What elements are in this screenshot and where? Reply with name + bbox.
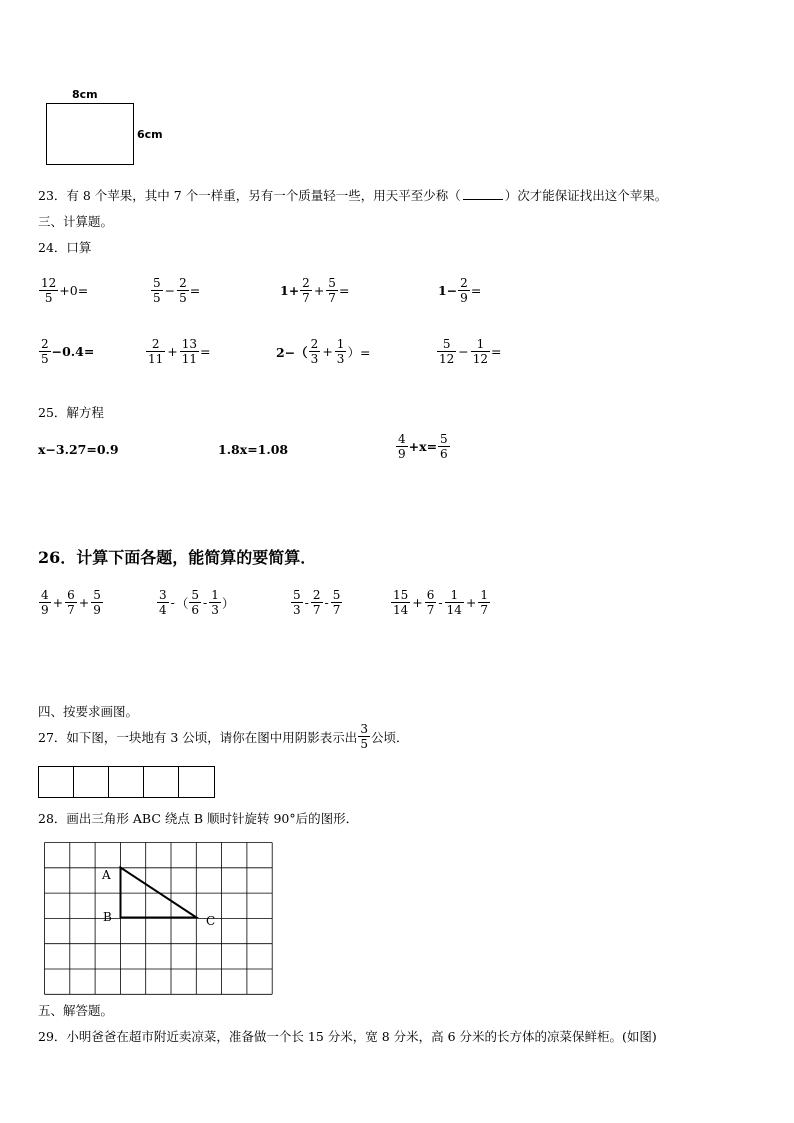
question-23 [38, 188, 667, 204]
section-3-heading: 三、计算题。 [38, 214, 114, 229]
fraction: $\frac{12}{5}$ [41, 276, 57, 305]
land-cell[interactable] [179, 767, 214, 797]
fraction: $\frac{2}{9}$ [460, 276, 468, 305]
q26-expr-3: $\frac{5}{3}$ - $\frac{2}{7}$ - $\frac{5}{7}$ [293, 588, 341, 617]
answer-blank[interactable] [463, 188, 503, 200]
fraction: $\frac{5}{5}$ [153, 276, 161, 305]
land-cell[interactable] [144, 767, 179, 797]
fraction: $\frac{4}{9}$ [41, 588, 49, 617]
q24-item-5: $\frac{2}{5}$ −0.4= [41, 337, 95, 366]
question-28-title: 28．画出三角形 ABC 绕点 B 顺时针旋转 90°后的图形． [38, 811, 359, 826]
section-5-heading: 五、解答题。 [38, 1003, 114, 1018]
fraction: $\frac{15}{14}$ [393, 588, 409, 617]
section-4-heading: 四、按要求画图。 [38, 704, 139, 719]
question-26-title: 26．计算下面各题，能简算的要简算． [38, 548, 317, 567]
fraction: $\frac{4}{9}$ [398, 432, 406, 461]
q26-expr-2: $\frac{3}{4}$ - （ $\frac{5}{6}$ - $\frac{1}{3}$ ） [159, 588, 235, 617]
q24-item-2: $\frac{5}{5}$ − $\frac{2}{5}$ = [153, 276, 201, 305]
fraction: $\frac{3}{4}$ [159, 588, 167, 617]
q26-expr-4: $\frac{15}{14}$ + $\frac{6}{7}$ - $\frac{1}{14}$ + $\frac{1}{7}$ [393, 588, 489, 617]
fraction: $\frac{6}{7}$ [426, 588, 435, 617]
fraction: $\frac{1}{3}$ [211, 588, 219, 617]
fraction: $\frac{13}{11}$ [181, 337, 198, 366]
fraction: $\frac{2}{5}$ [41, 337, 49, 366]
land-strip-grid[interactable] [38, 766, 215, 798]
fraction: $\frac{1}{3}$ [336, 337, 345, 366]
fraction: $\frac{1}{14}$ [446, 588, 462, 617]
fraction: $\frac{5}{3}$ [293, 588, 301, 617]
q26-expr-1: $\frac{4}{9}$ + $\frac{6}{7}$ + $\frac{5}{9}$ [41, 588, 101, 617]
equation-2: 1.8x=1.08 [218, 442, 289, 457]
equation-3: $\frac{4}{9}$ +x= $\frac{5}{6}$ [398, 432, 448, 461]
rotation-grid[interactable] [44, 842, 274, 998]
land-cell[interactable] [39, 767, 74, 797]
fraction: $\frac{2}{3}$ [310, 337, 319, 366]
fraction: $\frac{5}{7}$ [332, 588, 341, 617]
label-c: C [206, 914, 216, 928]
question-27: 27．如下图，一块地有 3 公顷，请你在图中用阴影表示出 $\frac{3}{5}$ 公顷． [38, 722, 409, 751]
fraction: $\frac{5}{12}$ [439, 337, 455, 366]
fraction: $\frac{2}{11}$ [148, 337, 164, 366]
land-cell[interactable] [74, 767, 109, 797]
fraction: $\frac{2}{7}$ [302, 276, 310, 305]
fraction: $\frac{2}{5}$ [179, 276, 187, 305]
fraction: $\frac{2}{7}$ [312, 588, 321, 617]
label-b: B [103, 910, 112, 924]
rectangle-figure [46, 103, 134, 165]
label-a: A [102, 868, 111, 882]
fraction: $\frac{5}{9}$ [93, 588, 101, 617]
fraction: $\frac{1}{7}$ [480, 588, 489, 617]
question-24-title: 24．口算 [38, 240, 92, 255]
question-25-title: 25．解方程 [38, 405, 104, 420]
fraction: $\frac{6}{7}$ [67, 588, 75, 617]
q24-item-3: 1+ $\frac{2}{7}$ + $\frac{5}{7}$ = [280, 276, 350, 305]
fraction: $\frac{5}{6}$ [191, 588, 200, 617]
rect-height-label: 6cm [137, 128, 163, 141]
q24-item-8: $\frac{5}{12}$ − $\frac{1}{12}$ = [439, 337, 502, 366]
q24-item-1: $\frac{12}{5}$ +0= [41, 276, 89, 305]
q23-text-after: ）次才能保证找出这个苹果。 [504, 188, 668, 203]
q24-item-4: 1− $\frac{2}{9}$ = [438, 276, 482, 305]
q23-text-before: 23．有 8 个苹果，其中 7 个一样重，另有一个质量轻一些，用天平至少称（ [38, 188, 461, 203]
equation-1: x−3.27=0.9 [38, 442, 119, 457]
fraction: $\frac{1}{12}$ [472, 337, 489, 366]
land-cell[interactable] [109, 767, 144, 797]
question-29: 29．小明爸爸在超市附近卖凉菜，准备做一个长 15 分米，宽 8 分米，高 6 分米的长方体的凉菜保鲜柜。(如图) [38, 1029, 657, 1044]
fraction: $\frac{5}{6}$ [440, 432, 448, 461]
fraction: $\frac{3}{5}$ [360, 722, 368, 751]
rect-width-label: 8cm [72, 88, 98, 101]
q24-item-7: 2−（ $\frac{2}{3}$ + $\frac{1}{3}$ ）= [276, 337, 371, 366]
q24-item-6: $\frac{2}{11}$ + $\frac{13}{11}$ = [148, 337, 211, 366]
fraction: $\frac{5}{7}$ [328, 276, 336, 305]
triangle-abc [121, 868, 197, 918]
